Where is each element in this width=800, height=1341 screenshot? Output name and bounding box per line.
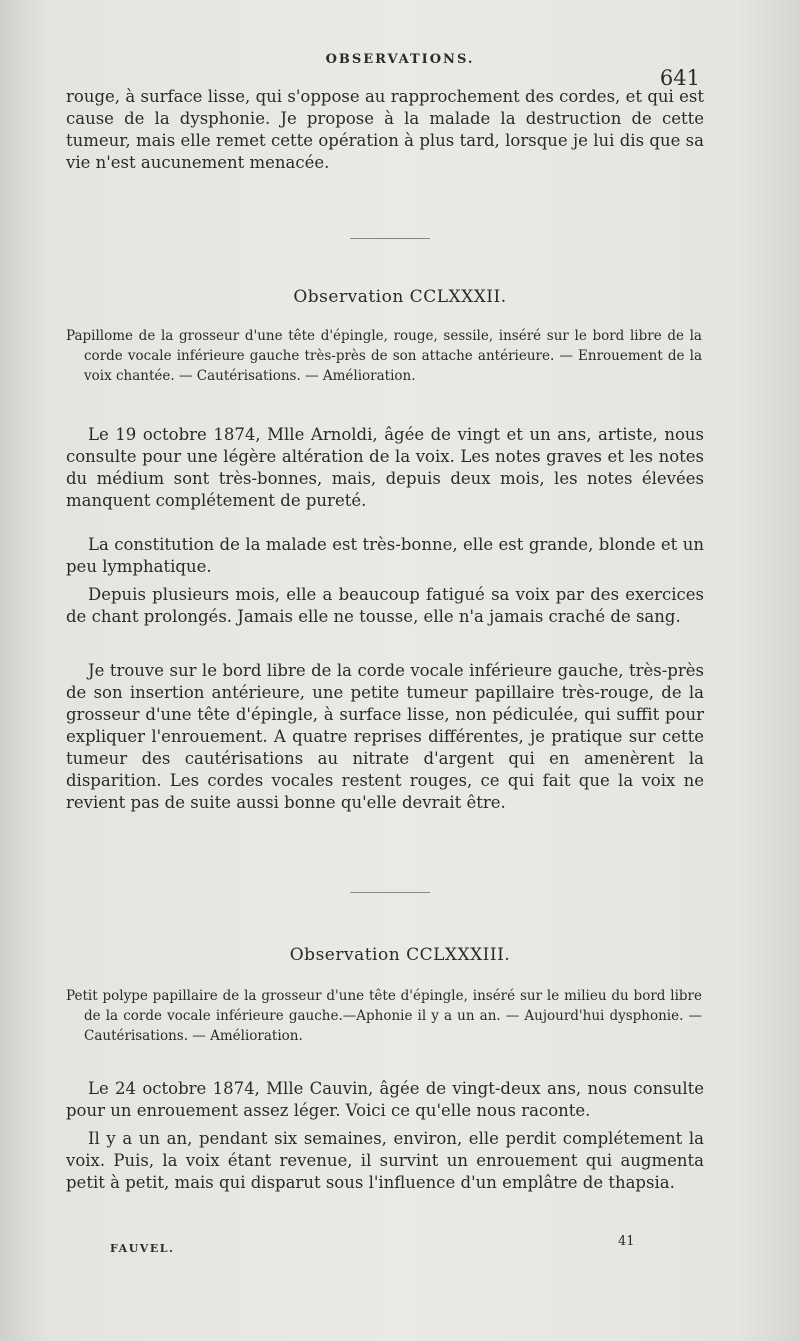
page-number: 641 <box>659 66 700 90</box>
observation-summary-text: Papillome de la grosseur d'une tête d'épingle, rouge, sessile, inséré sur le bord libre de la corde vocale inférieure gauche très-près de son attache antérieure. — Enrouement de la voix chantée. — Cautérisations. — Amélioration. <box>66 328 702 384</box>
observation-summary <box>66 326 702 386</box>
observation-paragraph: La constitution de la malade est très-bonne, elle est grande, blonde et un peu lymphatique. <box>66 535 704 576</box>
continuation-paragraph: rouge, à surface lisse, qui s'oppose au rapprochement des cordes, et qui est cause de la dysphonie. Je propose à la malade la destruction de cette tumeur, mais elle remet cette opération à plus tard, lorsque je lui dis que sa vie n'est aucunement menacée. <box>66 87 704 172</box>
observation-paragraph: Le 19 octobre 1874, Mlle Arnoldi, âgée de vingt et un ans, artiste, nous consulte pour une légère altération de la voix. Les notes graves et les notes du médium sont très-bonnes, mais, depuis deux mois, les notes élevées manquent complétement de pureté. <box>66 425 704 510</box>
section-divider <box>350 892 430 893</box>
section-divider <box>350 238 430 239</box>
footer-signature-mark: 41 <box>618 1234 635 1249</box>
observation-summary <box>66 986 702 1046</box>
observation-paragraph: Il y a un an, pendant six semaines, environ, elle perdit complétement la voix. Puis, la voix étant revenue, il survint un enrouement qui augmenta petit à petit, mais qui disparut sous l'influence d'un emplâtre de thapsia. <box>66 1129 704 1192</box>
footer-author: FAUVEL. <box>110 1242 175 1255</box>
observation-summary-text: Petit polype papillaire de la grosseur d'une tête d'épingle, inséré sur le milieu du bord libre de la corde vocale inférieure gauche.—Aphonie il y a un an. — Aujourd'hui dysphonie. — Cautérisations. — Amélioration. <box>66 988 702 1044</box>
observation-paragraph: Depuis plusieurs mois, elle a beaucoup fatigué sa voix par des exercices de chant prolongés. Jamais elle ne tousse, elle n'a jamais craché de sang. <box>66 585 704 626</box>
observation-paragraph: Le 24 octobre 1874, Mlle Cauvin, âgée de vingt-deux ans, nous consulte pour un enrouement assez léger. Voici ce qu'elle nous raconte. <box>66 1079 704 1120</box>
observation-title: Observation CCLXXXII. <box>293 287 507 307</box>
observation-title: Observation CCLXXXIII. <box>289 945 511 965</box>
running-title: OBSERVATIONS. <box>325 52 475 67</box>
observation-paragraph: Je trouve sur le bord libre de la corde vocale inférieure gauche, très-près de son insertion antérieure, une petite tumeur papillaire très-rouge, de la grosseur d'une tête d'épingle, à surface lisse, non pédiculée, qui suffit pour expliquer l'enrouement. A quatre reprises différentes, je pratique sur cette tumeur des cautérisations au nitrate d'argent qui en amenèrent la disparition. Les cordes vocales restent rouges, ce qui fait que la voix ne revient pas de suite aussi bonne qu'elle devrait être. <box>66 661 704 812</box>
